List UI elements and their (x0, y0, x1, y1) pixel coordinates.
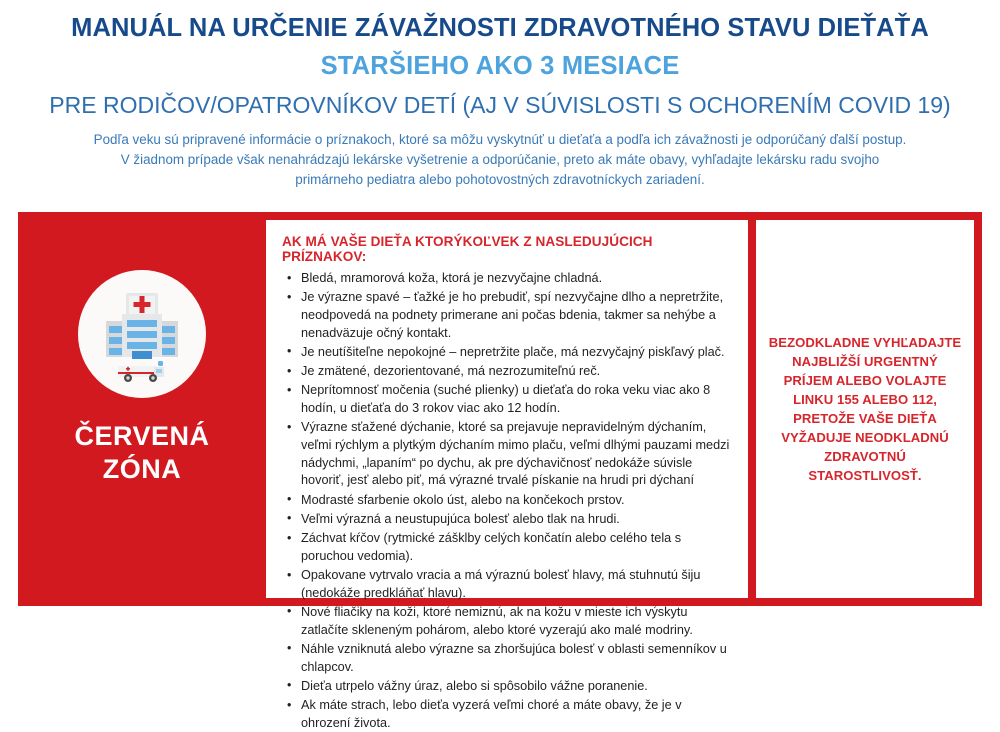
page-title: MANUÁL NA URČENIE ZÁVAŽNOSTI ZDRAVOTNÉHO STAVU DIEŤAŤA (71, 14, 929, 42)
zone-badge (78, 270, 206, 398)
list-item: • Ak máte strach, lebo dieťa vyzerá veľmi choré a máte obavy, že je v ohrození života. (299, 697, 734, 732)
list-item: • Nové fliačiky na koži, ktoré nemiznú, ak na kožu v mieste ich výskytu zatlačíte skleneným pohárom, alebo ktoré vyzerajú ako malé modriny. (299, 604, 734, 639)
symptoms-list (282, 270, 734, 732)
list-item: • Modrasté sfarbenie okolo úst, alebo na končekoch prstov. (299, 492, 734, 510)
zone-identity-column (18, 212, 266, 606)
list-item: • Je neutíšiteľne nepokojné – nepretržite plače, má nezvyčajný piskľavý plač. (299, 344, 734, 362)
intro-line-1: Podľa veku sú pripravené informácie o príznakoch, ktoré sa môžu vyskytnúť u dieťaťa a podľa ich závažnosti je odporúčaný ďalší postup. (93, 131, 907, 147)
list-item: • Je zmätené, dezorientované, má nezrozumiteľnú reč. (299, 363, 734, 381)
list-item: • Náhle vzniknutá alebo výrazne sa zhoršujúca bolesť v oblasti semenníkov u chlapcov. (299, 641, 734, 676)
intro-line-2: V žiadnom prípade však nenahrádzajú lekárske vyšetrenie a odporúčanie, preto ak máte obavy, vyhľadajte lekársku radu svojho (120, 151, 880, 167)
red-zone-container (18, 212, 982, 730)
symptoms-panel (266, 220, 748, 730)
list-item: • Záchvat kŕčov (rytmické zášklby celých končatín alebo celého tela s poruchou vedomia). (299, 530, 734, 565)
intro-line-3: primárneho pediatra alebo pohotovostných zdravotníckych zariadení. (295, 172, 705, 188)
intro-paragraph (19, 130, 981, 191)
emergency-action-text: BEZODKLADNE VYHĽADAJTE NAJBLIŽŠÍ URGENTNÝ PRÍJEM ALEBO VOLAJTE LINKU 155 ALEBO 112, PRETOŽE VAŠE DIEŤA VYŽADUJE NEODKLADNÚ ZDRAVOTNÚ STAROSTLIVOSŤ. (768, 334, 962, 484)
zone-label-line-2: ZÓNA (102, 453, 182, 484)
page-subtitle: STARŠIEHO AKO 3 MESIACE (320, 51, 680, 80)
emergency-action-panel (756, 220, 974, 598)
page-audience-line: PRE RODIČOV/OPATROVNÍKOV DETÍ (AJ V SÚVISLOSTI S OCHORENÍM COVID 19) (49, 92, 951, 119)
symptoms-heading: AK MÁ VAŠE DIEŤA KTORÝKOĽVEK Z NASLEDUJÚCICH PRÍZNAKOV: (282, 234, 653, 264)
zone-label (74, 420, 209, 486)
zone-label-line-1: ČERVENÁ (74, 421, 210, 451)
hospital-ambulance-icon (96, 287, 188, 383)
list-item: • Neprítomnosť močenia (suché plienky) u dieťaťa do roka veku viac ako 8 hodín, u dieťaťa do 3 rokov viac ako 12 hodín. (299, 382, 734, 417)
list-item: • Dieťa utrpelo vážny úraz, alebo si spôsobilo vážne poranenie. (299, 678, 734, 696)
list-item: • Bledá, mramorová koža, ktorá je nezvyčajne chladná. (299, 270, 734, 288)
poster-header (0, 0, 1000, 191)
list-item: • Veľmi výrazná a neustupujúca bolesť alebo tlak na hrudi. (299, 511, 734, 529)
list-item: • Je výrazne spavé – ťažké je ho prebudiť, spí nezvyčajne dlho a nepretržite, neodpovedá na podnety primerane ani počas bdenia, takmer sa nehýbe a nenadväzuje očný kontakt. (299, 289, 734, 342)
list-item: • Výrazne sťažené dýchanie, ktoré sa prejavuje nepravidelným dýchaním, veľmi rýchlym a plytkým dýchaním mimo plaču, veľmi dlhými pauzami medzi nádychmi, „lapaním“ po dychu, ak pre dýchavičnosť nedokáže súvisle hovoriť, jesť alebo piť, má výrazné trvalé pískanie na hrudi pri dýchaní (299, 419, 734, 490)
list-item: • Opakovane vytrvalo vracia a má výraznú bolesť hlavy, má stuhnutú šiju (nedokáže predkláňať hlavu). (299, 567, 734, 602)
